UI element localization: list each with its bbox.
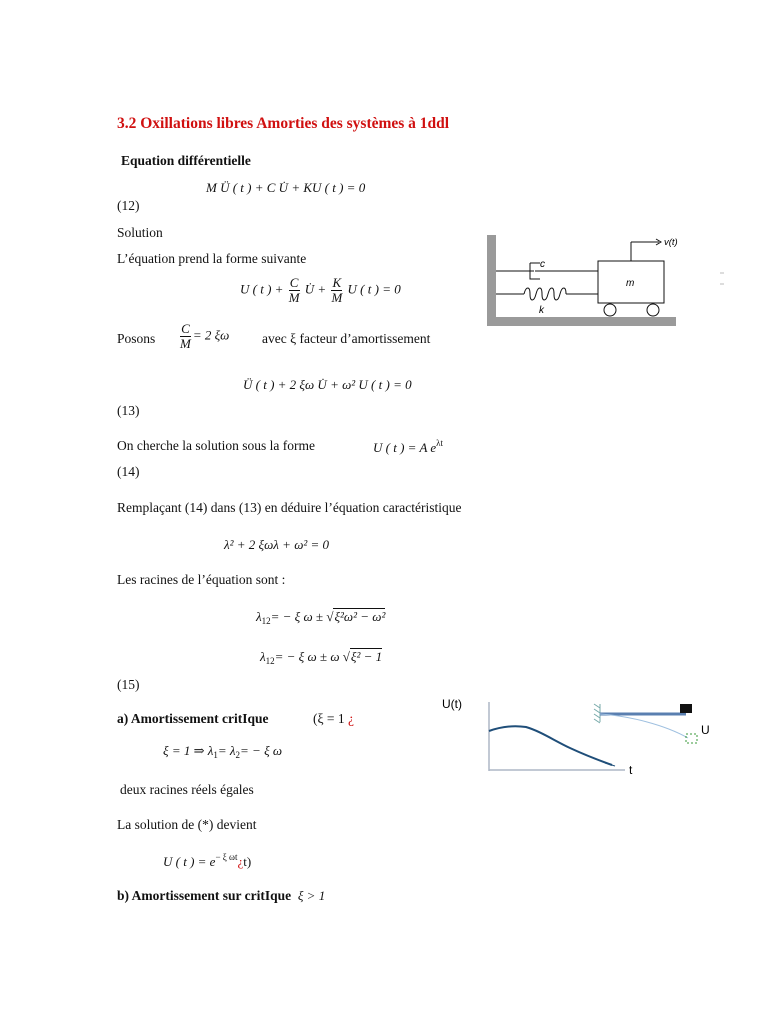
wheel-right — [647, 304, 659, 316]
root-equation-1: $\lambda_{12}= - \xi$ ω ± √ξ²ω² − ω² — [256, 609, 386, 626]
wall — [487, 235, 496, 325]
equation-13: Ü ( t ) + 2 ξω U̇ + ω² U ( t ) = 0 — [243, 377, 412, 392]
heading-differential-equation: Equation différentielle — [121, 153, 251, 168]
roots-intro: Les racines de l’équation sont : — [117, 572, 286, 587]
posons-equation: $\frac{C}{M}$ = 2 ξω — [180, 321, 230, 351]
case-a-description: deux racines réels égales — [120, 782, 254, 797]
replace-text: Remplaçant (14) dans (13) en déduire l’équation caractéristique — [117, 500, 462, 515]
damping-note: avec ξ facteur d’amortissement — [262, 331, 431, 346]
characteristic-equation: λ² + 2 ξωλ + ω² = 0 — [224, 537, 330, 552]
root-equation-2: $\lambda_{12}= - \xi$ ω ± ω √ξ² − 1 — [260, 649, 383, 666]
solution-intro: La solution de (*) devient — [117, 817, 257, 832]
fixed-support — [594, 704, 600, 723]
damper-symbol — [496, 263, 598, 279]
exponential-form: U ( t ) = A $e^{\lambda t}$ — [373, 438, 444, 455]
deflected-mass — [686, 734, 697, 743]
wheel-left — [604, 304, 616, 316]
spring-symbol — [496, 288, 598, 300]
intro-text: L’équation prend la forme suivante — [117, 251, 307, 266]
section-title: 3.2 Oxillations libres Amorties des systèmes à 1ddl — [117, 115, 450, 132]
deflected-beam — [600, 714, 688, 738]
solution-label: Solution — [117, 225, 163, 240]
ground — [487, 317, 676, 326]
damper-label: c — [540, 259, 545, 270]
equation-ref-13: (13) — [117, 403, 140, 418]
equation-ref-14: (14) — [117, 464, 140, 479]
solution-equation: U ( t ) = $e^{- \xi \omega t}¿t$) — [163, 852, 252, 869]
case-a-condition: (ξ = 1 ¿ — [313, 711, 355, 726]
case-a-equation: ξ = 1 ⇒ $\lambda_1= \lambda_2= - \xi$ ω — [163, 743, 283, 760]
velocity-label: v(t) — [664, 237, 678, 248]
t-axis-label: t — [629, 763, 633, 777]
equation-ref-15: (15) — [117, 677, 140, 692]
mass-spring-damper-figure — [486, 233, 726, 328]
posons-label: Posons — [117, 331, 156, 346]
mass-label: m — [626, 278, 635, 289]
equation-12: M Ü ( t ) + C U̇ + KU ( t ) = 0 — [206, 180, 366, 195]
case-a-heading: a) Amortissement critIque — [117, 711, 269, 726]
spring-label: k — [539, 305, 544, 316]
critical-damping-figure — [440, 690, 730, 780]
u-label: U — [701, 723, 710, 737]
search-text: On cherche la solution sous la forme — [117, 438, 315, 453]
equation-normalized: U ( t ) + $\frac{C}{M}$ U̇ + $\frac{K}{M}$ U ( t ) = 0 — [240, 275, 401, 305]
velocity-arrow — [631, 239, 661, 261]
tip-mass — [680, 704, 692, 713]
case-b-heading: b) Amortissement sur critIque ξ > 1 — [117, 888, 326, 903]
equation-ref-12: (12) — [117, 198, 140, 213]
ut-axis-label: U(t) — [442, 697, 462, 711]
response-curve — [489, 726, 612, 765]
